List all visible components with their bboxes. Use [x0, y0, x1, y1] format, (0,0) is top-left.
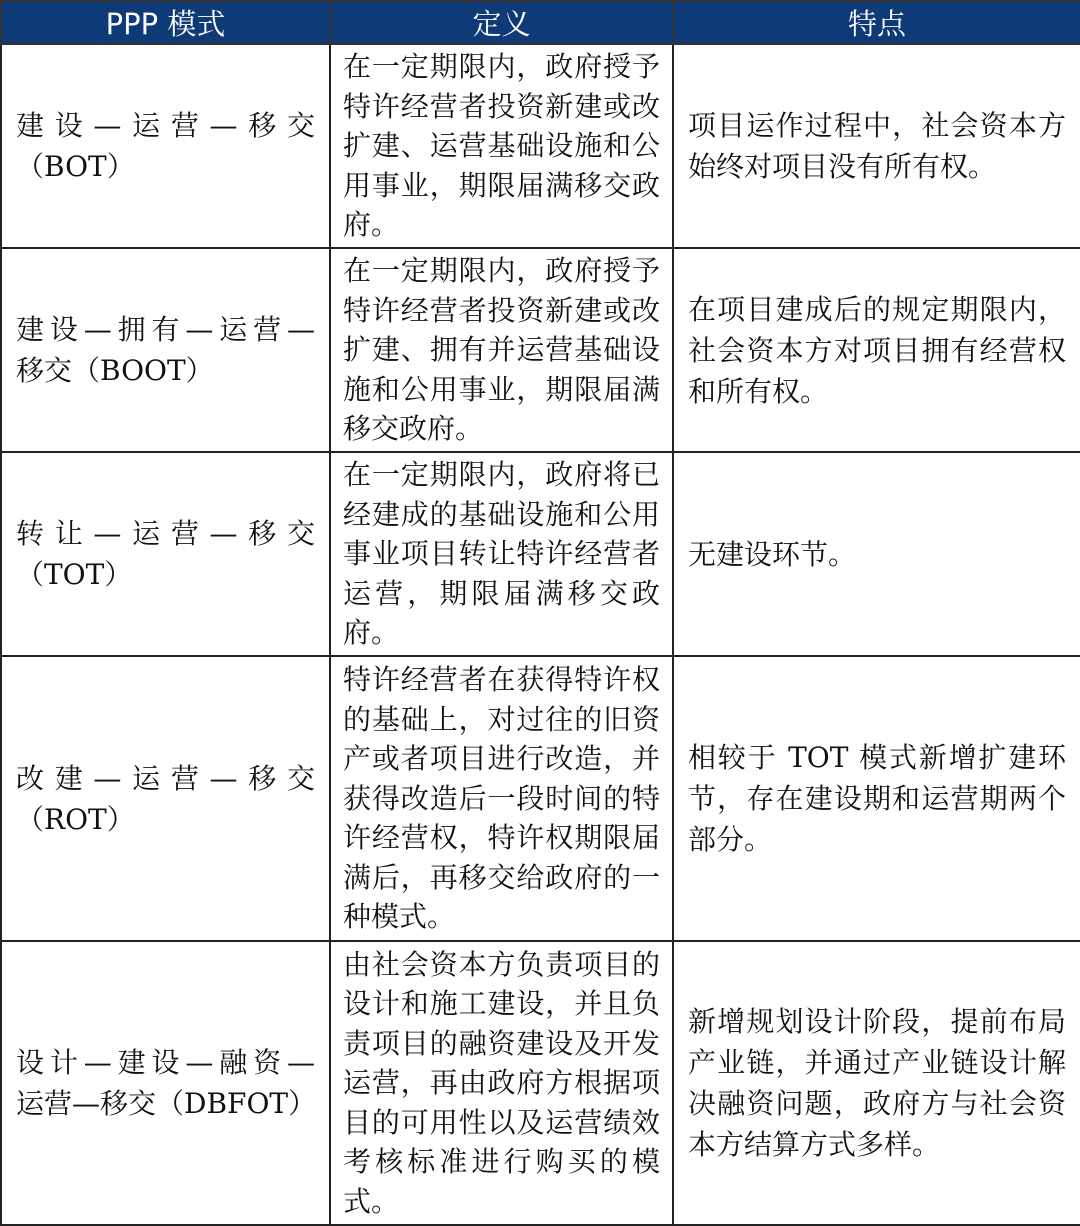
- mode-cell: [1, 248, 330, 452]
- header-definition: 定义: [330, 1, 673, 44]
- feature-cell: 相较于 TOT 模式新增扩建环节，存在建设期和运营期两个部分。: [673, 656, 1080, 941]
- mode-abbr: 移交（BOOT）: [16, 354, 214, 387]
- mode-name: 改建—运营—移交: [16, 761, 315, 795]
- mode-name: 设计—建设—融资—: [16, 1046, 315, 1079]
- feature-cell: 在项目建成后的规定期限内，社会资本方对项目拥有经营权和所有权。: [673, 248, 1080, 452]
- table-row: [1, 452, 1080, 656]
- mode-cell: [1, 44, 330, 248]
- mode-name: 建设—运营—移交: [16, 109, 315, 142]
- table-row: [1, 941, 1080, 1225]
- mode-abbr: （TOT）: [16, 558, 133, 591]
- definition-cell: 在一定期限内，政府授予特许经营者投资新建或改扩建、拥有并运营基础设施和公用事业，期限届满移交政府。: [330, 248, 673, 452]
- feature-cell: 无建设环节。: [673, 452, 1080, 656]
- feature-cell: 新增规划设计阶段，提前布局产业链，并通过产业链设计解决融资问题，政府方与社会资本方结算方式多样。: [673, 941, 1080, 1225]
- mode-cell: [1, 656, 330, 941]
- table-row: [1, 656, 1080, 941]
- definition-cell: 在一定期限内，政府授予特许经营者投资新建或改扩建、运营基础设施和公用事业，期限届满移交政府。: [330, 44, 673, 248]
- header-row: [1, 1, 1080, 44]
- header-feature: 特点: [673, 1, 1080, 44]
- table-row: [1, 248, 1080, 452]
- mode-abbr: （BOT）: [16, 150, 135, 183]
- feature-cell: 项目运作过程中，社会资本方始终对项目没有所有权。: [673, 44, 1080, 248]
- mode-cell: [1, 452, 330, 656]
- definition-cell: 在一定期限内，政府将已经建成的基础设施和公用事业项目转让特许经营者运营，期限届满移交政府。: [330, 452, 673, 656]
- mode-name: 建设—拥有—运营—: [16, 313, 315, 346]
- header-mode: PPP 模式: [1, 1, 330, 44]
- definition-cell: 由社会资本方负责项目的设计和施工建设，并且负责项目的融资建设及开发运营，再由政府方根据项目的可用性以及运营绩效考核标准进行购买的模式。: [330, 941, 673, 1225]
- mode-abbr: 运营—移交（DBFOT）: [16, 1087, 317, 1120]
- mode-abbr: （ROT）: [16, 802, 135, 836]
- table-row: [1, 44, 1080, 248]
- mode-cell: [1, 941, 330, 1225]
- definition-cell: 特许经营者在获得特许权的基础上，对过往的旧资产或者项目进行改造，并获得改造后一段时间的特许经营权，特许权期限届满后，再移交给政府的一种模式。: [330, 656, 673, 941]
- mode-name: 转让—运营—移交: [16, 517, 315, 550]
